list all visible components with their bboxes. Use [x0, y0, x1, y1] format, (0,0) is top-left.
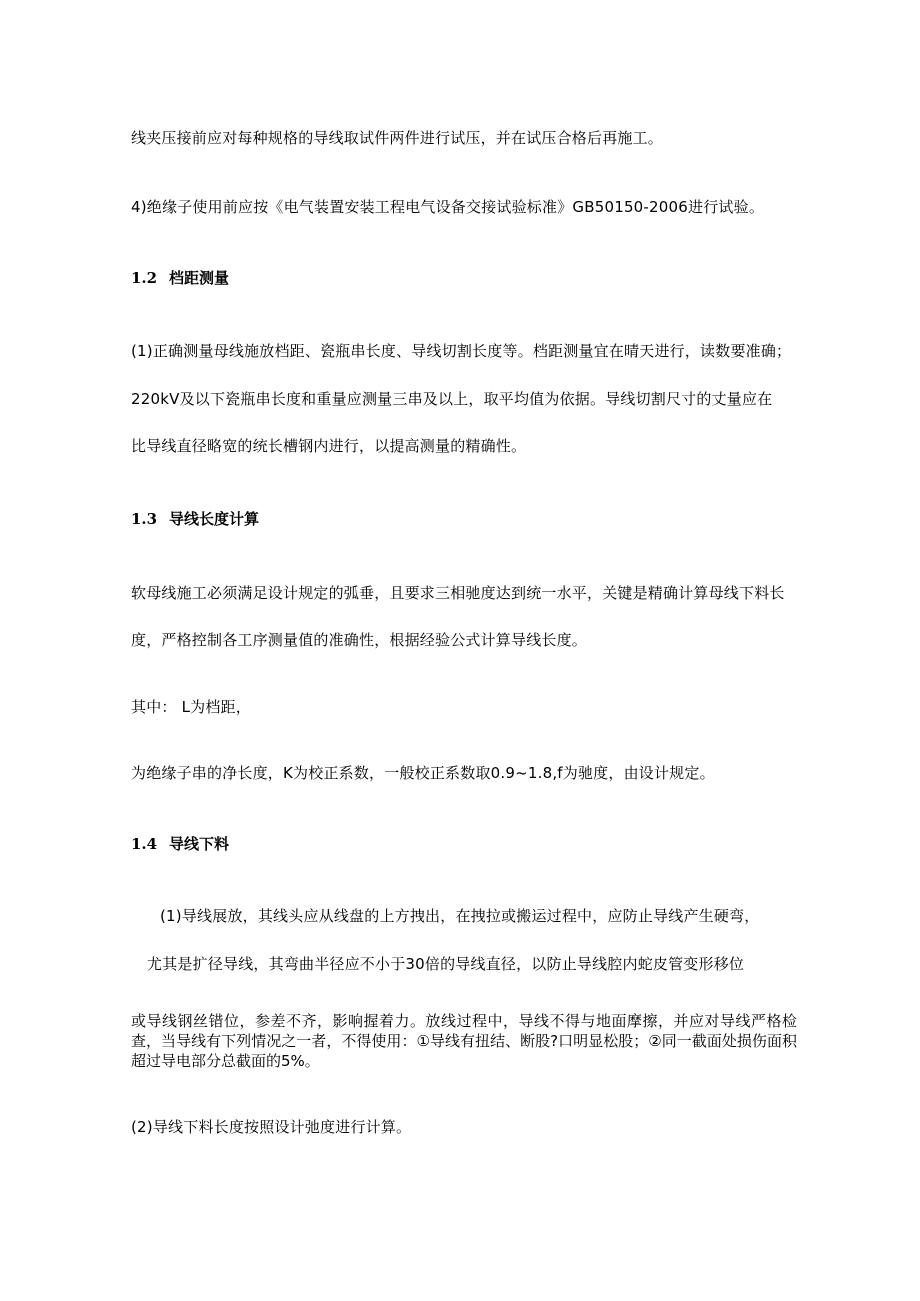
- section-heading-1-2: [131, 268, 229, 288]
- section-title: 导线长度计算: [169, 510, 260, 528]
- section-title: 档距测量: [169, 269, 230, 287]
- paragraph-line: 度，严格控制各工序测量值的准确性，根据经验公式计算导线长度。: [131, 631, 588, 649]
- paragraph-line: 220kV及以下瓷瓶串长度和重量应测量三串及以上，取平均值为依据。导线切割尺寸的丈量应在: [131, 390, 773, 408]
- paragraph-line: 尤其是扩径导线，其弯曲半径应不小于30倍的导线直径，以防止导线腔内蛇皮管变形移位: [147, 955, 745, 973]
- section-heading-1-3: [131, 509, 259, 529]
- paragraph-line: 4)绝缘子使用前应按《电气装置安装工程电气设备交接试验标准》GB50150-2006进行试验。: [131, 198, 765, 216]
- paragraph-line: 比导线直径略宽的统长槽钢内进行，以提高测量的精确性。: [131, 437, 527, 455]
- paragraph-line: 其中： L为档距，: [131, 698, 251, 716]
- section-number: 1.3: [131, 510, 158, 528]
- paragraph-line: (1)导线展放，其线头应从线盘的上方拽出，在拽拉或搬运过程中，应防止导线产生硬弯，: [160, 907, 760, 925]
- paragraph-line: 软母线施工必须满足设计规定的弧垂，且要求三相驰度达到统一水平，关键是精确计算母线下料长: [131, 584, 785, 602]
- section-heading-1-4: [131, 834, 229, 854]
- paragraph-line: (2)导线下料长度按照设计弛度进行计算。: [131, 1118, 412, 1136]
- section-title: 导线下料: [169, 835, 230, 853]
- section-number: 1.2: [131, 269, 158, 287]
- section-number: 1.4: [131, 835, 158, 853]
- paragraph-line: 线夹压接前应对每种规格的导线取试件两件进行试压，并在试压合格后再施工。: [131, 129, 664, 147]
- paragraph-line: (1)正确测量母线施放档距、瓷瓶串长度、导线切割长度等。档距测量宜在晴天进行，读数要准确；: [131, 342, 792, 360]
- paragraph-block: 或导线钢丝错位，参差不齐，影响握着力。放线过程中，导线不得与地面摩擦，并应对导线严格检查，当导线有下列情况之一者，不得使用：①导线有扭结、断股?口明显松股；②同一截面处损伤面积超过导电部分总截面的5%。: [131, 1012, 797, 1070]
- paragraph-line: 为绝缘子串的净长度，K为校正系数，一般校正系数取0.9~1.8,f为驰度，由设计规定。: [131, 764, 715, 782]
